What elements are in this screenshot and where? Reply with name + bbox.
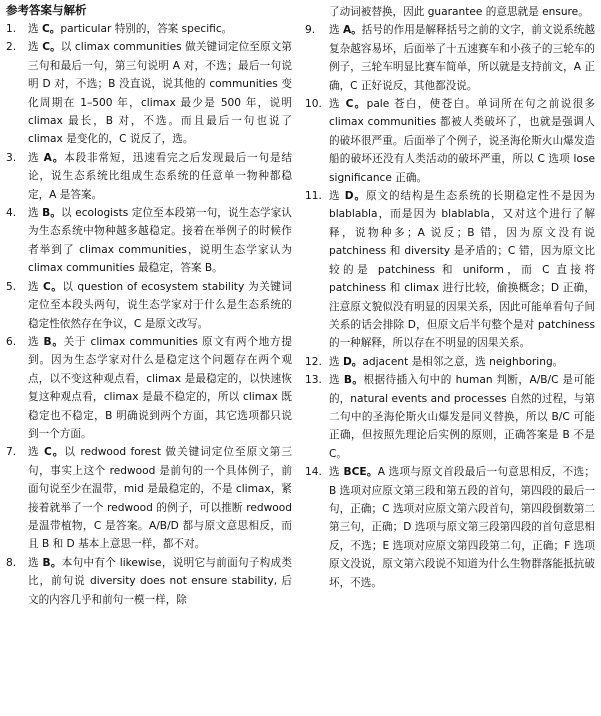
explanation-text: 原文的结构是生态系统的长期稳定性不是因为 blablabla，而是因为 blablabla，又对这个进行了解释，说物种多；A 说反；B 错，因为原文没有说 patchiness 和 diversity 是矛盾的；C 错，因为原文比较的是 patchiness 和 uniform，而 C 直接将 patchiness 和 climax 进行比较，偷换概念；D 正确，注意原文貌似没有明显的因果关系，因此可能单看句子间关系的话会排除 D，但原文后半句整个是对 patchiness 的一种解释，所以存在不明显的因果关系。 <box>329 190 596 350</box>
answer-item-3 <box>6 149 292 204</box>
answer-choice: B。 <box>343 374 364 387</box>
item-number: 13. <box>305 374 322 387</box>
answer-prefix: 选 <box>329 190 341 203</box>
item-number: 9. <box>305 24 316 37</box>
answer-prefix: 选 <box>329 374 341 387</box>
answer-item-10 <box>305 95 595 187</box>
answer-item-13 <box>305 371 595 463</box>
item-number: 4. <box>6 207 17 220</box>
answer-prefix: 选 <box>28 556 39 569</box>
answer-item-12 <box>305 353 595 371</box>
item-number: 1. <box>6 23 17 35</box>
item-number: 2. <box>6 41 17 54</box>
answer-prefix: 选 <box>28 41 39 54</box>
answer-choice: B。 <box>42 556 62 569</box>
answer-choice: B。 <box>43 335 64 348</box>
item-number: 12. <box>305 355 322 368</box>
answer-item-4 <box>6 204 292 278</box>
explanation-text: 以 question of ecosystem stability 为关键词定位至本段头两句，说生态学家对于什么是生态系统的稳定性依然存在争议，C 是原文改写。 <box>28 280 292 330</box>
answer-item-5 <box>6 278 292 333</box>
explanation-text: 关于 climax communities 原文有两个地方提到。因为生态学家对什么是稳定这个问题存在两个观点，以不变这种观点看，climax 是最稳定的，以快速恢复这种观点看，climax 是最不稳定的，所以 climax 既稳定也不稳定，B 明确说到两个方面，其它选项都只说到一个方面。 <box>28 335 293 440</box>
explanation-text: 括号的作用是解释括号之前的文字，前文说系统越复杂越容易坏，后面举了十五速赛车和小孩子的三轮车的例子，三轮车明显比赛车简单，所以就是支持前文，A 正确，C 正好说反，其他都没说。 <box>329 24 596 92</box>
explanation-text: 以 ecologists 定位至本段第一句，说生态学家认为生态系统中物种越多越稳定。接着在举例子的时候作者举到了 climax communities，说明生态学家认为 climax communities 最稳定，答案 B。 <box>28 207 293 275</box>
item-number: 3. <box>6 151 17 164</box>
explanation-text: adjacent 是相邻之意，选 neighboring。 <box>362 355 564 368</box>
answer-choice: C。 <box>345 98 367 111</box>
explanation-text: pale 苍白，使苍白。单词所在句之前说很多 climax communities 都被人类破坏了，也就是强调人的破坏很严重。后面举了个例子，说圣海伦斯火山爆发造船的破坏还没有人类活动的破坏严重，所以 C 选项 lose significance 正确。 <box>329 98 596 184</box>
answer-item-7 <box>6 443 292 553</box>
answer-prefix: 选 <box>329 24 340 37</box>
answer-prefix: 选 <box>28 151 40 164</box>
answer-choice: D。 <box>342 355 363 368</box>
answer-prefix: 选 <box>28 280 40 293</box>
answer-item-6 <box>6 333 292 443</box>
answer-prefix: 选 <box>28 23 39 35</box>
page-title: 参考答案与解析 <box>6 3 87 17</box>
answer-item-2 <box>6 38 292 148</box>
answer-choice: B。 <box>42 207 62 220</box>
answer-item-14 <box>305 463 595 592</box>
explanation-text: particular 特别的，答案 specific。 <box>60 23 233 35</box>
answer-prefix: 选 <box>329 466 340 479</box>
explanation-text: 以 climax communities 做关键词定位至原文第三句和最后一句，第三句说明 A 对，不选；最后一句说明 D 对，不选；B 没直说，说其他的 communities 变化周期在 1–500 年，climax 最少是 500 年，说明 climax 最长，B 对，不选。而且最后一句也说了 climax 是变化的，C 说反了，选。 <box>28 41 292 146</box>
explanation-text: 以 redwood forest 做关键词定位至原文第三句，事实上这个 redwood 是前句的一个具体例子，前面句说至少在温带，mid 是最稳定的，不是 climax，紧接着就举了一个 redwood 的例子，可以推断 redwood 是温带植物，C 是答案。A/B/D 都与原文意思相反，而且 B 和 D 基本上意思一样，都不对。 <box>28 446 293 551</box>
answer-prefix: 选 <box>28 207 39 220</box>
left-column <box>6 20 292 609</box>
item-number: 10. <box>305 98 322 111</box>
explanation-text: 了动词被替换，因此 guarantee 的意思就是 ensure。 <box>329 6 589 18</box>
explanation-text: A 选项与原文首段最后一句意思相反，不选；B 选项对应原文第三段和第五段的首句，第四段的最后一句，正确；C 选项对应原文第六段首句，第四段倒数第二第三句，正确；D 选项与原文第三段第四段的首句意思相反，不选；E 选项对应原文第四段第二句，正确；F 选项原文没说，原文第六段说不知道为什么生物群落能抵抗破坏，不选。 <box>329 466 595 589</box>
item-number: 8. <box>6 556 17 569</box>
item-number: 11. <box>305 190 322 203</box>
answer-prefix: 选 <box>329 355 340 368</box>
answer-choice: BCE。 <box>343 466 378 479</box>
item-number: 7. <box>6 446 17 459</box>
answer-choice: A。 <box>342 24 362 37</box>
answer-choice: C。 <box>41 23 61 35</box>
answer-prefix: 选 <box>329 98 341 111</box>
explanation-text: 本段非常短，迅速看完之后发现最后一句是结论，说生态系统比组成生态系统的任意单一物种都稳定，A 是答案。 <box>28 151 293 201</box>
answer-choice: C。 <box>44 446 65 459</box>
explanation-text: 本句中有个 likewise，说明它与前面句子构成类比，前句说 diversity does not ensure stability, 后文的内容几乎和前句一模一样，除 <box>28 556 293 606</box>
answer-item-8 <box>6 554 292 609</box>
answer-choice: C。 <box>42 280 63 293</box>
answer-choice: C。 <box>42 41 61 54</box>
answer-item-11 <box>305 187 595 353</box>
answer-choice: D。 <box>344 190 366 203</box>
item-number: 14. <box>305 466 322 479</box>
answer-prefix: 选 <box>28 335 40 348</box>
explanation-text: 根据待插入句中的 human 判断，A/B/C 是可能的，natural events and processes 自然的过程，与第二句中的圣海伦斯火山爆发是同义替换，所以 B/C 可能正确，但按照先理论后实例的原则，正确答案是 B 不是 C。 <box>329 374 596 460</box>
answer-prefix: 选 <box>28 446 40 459</box>
right-column <box>305 3 595 609</box>
answer-choice: A。 <box>43 151 65 164</box>
item-number: 5. <box>6 280 17 293</box>
answer-item-1 <box>6 20 292 38</box>
answer-item-8-continued <box>305 3 595 21</box>
item-number: 6. <box>6 335 17 348</box>
answer-item-9 <box>305 21 595 95</box>
